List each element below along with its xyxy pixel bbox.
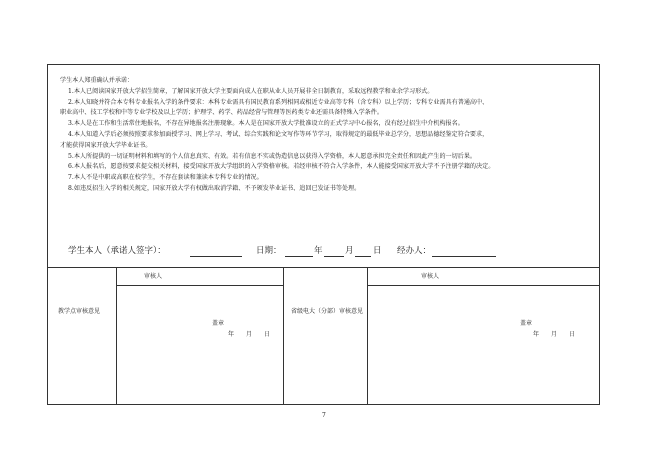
- pledge-intro: 学生本人郑重确认并承诺：: [60, 77, 134, 84]
- page-number: 7: [322, 412, 326, 419]
- provincial-reviewer-label: 审核人: [421, 273, 440, 280]
- divider: [367, 285, 599, 286]
- month-label: 月: [345, 246, 354, 256]
- pledge-item-1: 1.本人已阅读国家开放大学招生简章，了解国家开放大学主要面向成人在职从业人员开展非全日制教育，采取远程教学和业余学习形式。: [68, 87, 434, 95]
- pledge-item-4: 4.本人知道入学后必须按照要求参加面授学习、网上学习、考试、综合实践和论文写作等环节学习，取得规定的最低毕业总学分，思想品德经鉴定符合要求，: [68, 130, 489, 138]
- teaching-center-review-title: 教学点审核意见: [58, 308, 101, 315]
- teaching-center-seal-label: 盖章: [212, 320, 225, 327]
- handler-label: 经办人：: [397, 246, 432, 256]
- provincial-review-title: 省级电大（分部）审核意见: [291, 308, 364, 315]
- pledge-item-2: 2.本人知晓并符合本专科专业报名入学的条件要求：本科专业需具有国民教育系列相同或相近专业高等专科（含专科）以上学历；专科专业需具有普通高中、: [68, 98, 489, 106]
- month-field[interactable]: [324, 256, 344, 257]
- divider: [367, 268, 368, 404]
- provincial-seal-label: 盖章: [520, 320, 533, 327]
- year-field[interactable]: [285, 256, 313, 257]
- pledge-item-6: 6.本人报名后，愿意按要求提交相关材料，接受国家开放大学组织的入学资格审核。若经审核不符合入学条件，本人能接受国家开放大学不予注册学籍的决定。: [68, 163, 495, 171]
- pledge-text: [60, 76, 596, 195]
- pledge-item-5: 5.本人所提供的一切证明材料和填写的个人信息真实、有效。若有信息不实或伪造信息以获得入学资格，本人愿意承担完全责任和因此产生的一切后果。: [68, 152, 477, 160]
- divider: [116, 268, 117, 404]
- pledge-item-2-cont: 职业高中、技工学校和中等专业学校及以上学历；护理学、药学、药品经营与管理等医药类专业还需具备特殊入学条件。: [60, 109, 383, 117]
- student-signature-field[interactable]: [190, 256, 242, 257]
- provincial-review-date: 年 月 日: [533, 331, 576, 338]
- handler-signature-field[interactable]: [432, 256, 496, 257]
- student-signature-label: 学生本人（承诺人签字）：: [68, 246, 166, 256]
- teaching-center-review-date: 年 月 日: [228, 331, 271, 338]
- pledge-item-3: 3.本人是在工作和生活常住地报名，不存在异地报名注册现象。本人是在国家开放大学批准设立的正式学习中心报名，没有经过招生中介机构报名。: [68, 120, 464, 128]
- day-field[interactable]: [355, 256, 371, 257]
- pledge-item-8: 8.如违反招生入学的相关规定，国家开放大学有权做出取消学籍、不予颁发毕业证书、追回已发证书等处理。: [68, 184, 361, 192]
- pledge-item-7: 7.本人不是中职或高职在校学生，不存在套读和兼读本专科专业的情况。: [68, 174, 263, 182]
- date-label: 日期：: [256, 246, 282, 256]
- divider: [283, 268, 284, 404]
- year-label: 年: [314, 246, 323, 256]
- divider: [116, 285, 283, 286]
- pledge-section: [48, 65, 599, 268]
- enrollment-pledge-form: [47, 64, 600, 405]
- review-section: [48, 268, 599, 404]
- teaching-center-reviewer-label: 审核人: [144, 273, 163, 280]
- pledge-item-4-cont: 才能获得国家开放大学毕业证书。: [60, 141, 152, 149]
- day-label: 日: [373, 246, 382, 256]
